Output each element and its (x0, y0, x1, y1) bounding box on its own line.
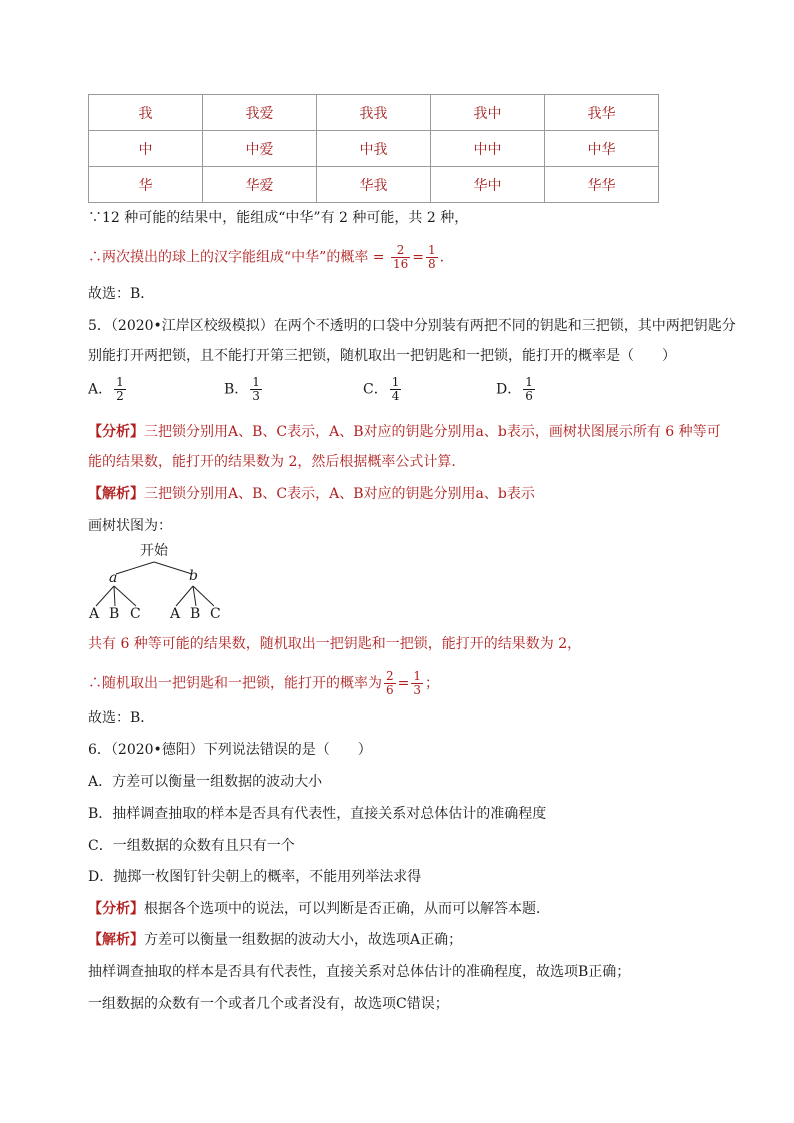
q6-solution-line-2: 抽样调查抽取的样本是否具有代表性，直接关系对总体估计的准确程度，故选项B正确； (88, 964, 631, 980)
tree-leaf: C (130, 606, 141, 622)
q4-answer: 故选：B． (88, 286, 155, 302)
table-cell: 华华 (545, 167, 659, 203)
q5-answer: 故选：B． (88, 710, 155, 726)
q6-option-c: C．一组数据的众数有且只有一个 (88, 838, 295, 854)
q5-option-d: D． $\frac{1}{6}$ (496, 375, 533, 403)
table-row (89, 167, 659, 203)
table-cell: 华我 (317, 167, 431, 203)
tree-diagram (86, 540, 246, 630)
table-cell: 我中 (431, 95, 545, 131)
solution-tag: 【解析】 (88, 486, 144, 502)
tree-leaf: A (89, 606, 100, 622)
q5-fraction-2: $\frac{1}{3}$ (413, 669, 422, 697)
q6-analysis: 【分析】根据各个选项中的说法，可以判断是否正确，从而可以解答本题． (88, 901, 550, 917)
q6-option-d: D．抛掷一枚图钉针尖朝上的概率，不能用列举法求得 (88, 869, 422, 885)
q5-analysis-line-2: 能的结果数，能打开的结果数为 2，然后根据概率公式计算． (88, 454, 466, 470)
q5-option-b: B． $\frac{1}{3}$ (224, 375, 260, 403)
q5-option-a: A． $\frac{1}{2}$ (88, 375, 124, 403)
table-cell: 中 (89, 131, 203, 167)
table-cell: 中华 (545, 131, 659, 167)
q5-tree-intro: 画树状图为： (88, 518, 172, 534)
q5-result-line-1: 共有 6 种等可能的结果数，随机取出一把钥匙和一把锁，能打开的结果数为 2， (88, 636, 582, 652)
table-cell: 华中 (431, 167, 545, 203)
q5-stem-line-2: 别能打开两把锁，且不能打开第三把锁，随机取出一把钥匙和一把锁，能打开的概率是（ ） (88, 348, 676, 364)
solution-tag: 【解析】 (88, 932, 144, 948)
table-cell: 中爱 (203, 131, 317, 167)
tree-node-a: a (109, 570, 118, 586)
q6-solution-line-3: 一组数据的众数有一个或者几个或者没有，故选项C错误； (88, 996, 449, 1012)
q4-probability-line: ∴两次摸出的球上的汉字能组成“中华”的概率 = $\frac{2}{16}$ = $\frac{1}{8}$ . (88, 243, 445, 271)
q4-fraction-2: $\frac{1}{8}$ (427, 243, 436, 271)
q4-fraction-1: $\frac{2}{16}$ (392, 243, 409, 271)
q5-fraction-1: $\frac{2}{6}$ (386, 669, 394, 697)
table-cell: 中中 (431, 131, 545, 167)
tree-leaf: B (190, 606, 201, 622)
q5-result-line-2: ∴随机取出一把钥匙和一把锁，能打开的概率为 $\frac{2}{6}$ = $\frac{1}{3}$ ； (88, 669, 440, 697)
q4-probability-text: ∴两次摸出的球上的汉字能组成“中华”的概率 = (88, 249, 385, 266)
q6-solution-line-1: 【解析】方差可以衡量一组数据的波动大小，故选项A正确； (88, 932, 463, 948)
equals-sign: = (412, 249, 424, 266)
q5-option-c: C． $\frac{1}{4}$ (363, 375, 400, 403)
table-row (89, 131, 659, 167)
table-cell: 中我 (317, 131, 431, 167)
q5-solution-line-1: 【解析】三把锁分别用A、B、C表示，A、B对应的钥匙分别用a、b表示 (88, 486, 535, 502)
tree-leaf: A (170, 606, 181, 622)
tree-node-b: b (189, 568, 198, 584)
q4-reason-line: ∵12 种可能的结果中，能组成“中华”有 2 种可能，共 2 种， (88, 210, 469, 226)
table-row (89, 95, 659, 131)
outcome-table (88, 94, 659, 203)
tree-root: 开始 (140, 543, 168, 559)
q5-stem-line-1: 5．（2020•江岸区校级模拟）在两个不透明的口袋中分别装有两把不同的钥匙和三把锁，其中两把钥匙分 (88, 318, 736, 334)
table-cell: 华爱 (203, 167, 317, 203)
table-cell: 我华 (545, 95, 659, 131)
analysis-tag: 【分析】 (88, 424, 144, 440)
table-cell: 我我 (317, 95, 431, 131)
analysis-tag: 【分析】 (88, 901, 144, 917)
tree-leaf: B (109, 606, 120, 622)
table-cell: 我爱 (203, 95, 317, 131)
tree-leaf: C (210, 606, 221, 622)
q6-option-b: B．抽样调查抽取的样本是否具有代表性，直接关系对总体估计的准确程度 (88, 806, 547, 822)
q6-option-a: A．方差可以衡量一组数据的波动大小 (88, 774, 323, 790)
table-cell: 华 (89, 167, 203, 203)
table-cell: 我 (89, 95, 203, 131)
q6-stem: 6．（2020•德阳）下列说法错误的是（ ） (88, 742, 372, 758)
q5-analysis-line-1: 【分析】三把锁分别用A、B、C表示，A、B对应的钥匙分别用a、b表示，画树状图展示所有 6 种等可 (88, 424, 721, 440)
